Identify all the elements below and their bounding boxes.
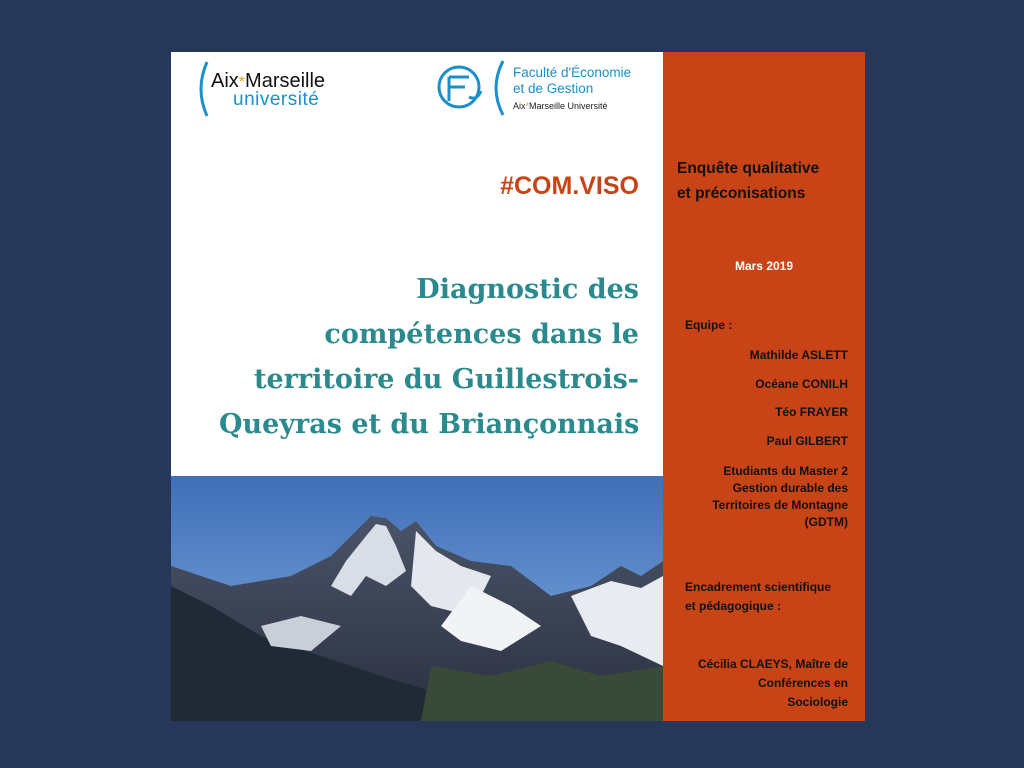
feg-sub-rest: Marseille Université [529, 101, 608, 111]
supervision-label-line: Encadrement scientifique [685, 580, 832, 594]
cover-left-panel [171, 52, 663, 721]
supervisor-line: Conférences en [757, 676, 848, 690]
supervisor-line: Cécilia CLAEYS, Maître de [697, 657, 848, 671]
feg-title-line2: et de Gestion [513, 81, 594, 96]
subtitle-line: Enquête qualitative [677, 160, 820, 177]
supervisor-line: Sociologie [787, 695, 848, 709]
aix-marseille-logo [193, 58, 363, 120]
team-label: Equipe : [685, 318, 733, 332]
report-cover [171, 52, 865, 721]
students-line: Territoires de Montagne [712, 498, 848, 512]
students-line: Gestion durable des [732, 481, 848, 495]
feg-emblem-icon [433, 57, 513, 119]
mountain-photo [171, 476, 663, 721]
logo-amu-line2: université [233, 89, 320, 110]
feg-logo [433, 57, 658, 119]
team-member: Paul GILBERT [766, 434, 848, 448]
cover-right-panel [663, 52, 865, 721]
supervisor-name [668, 655, 848, 712]
logo-amu-aix: Aix [211, 70, 239, 92]
supervision-label-line: et pédagogique : [685, 599, 781, 613]
students-line: Etudiants du Master 2 [723, 464, 848, 478]
logo-bracket-icon [193, 58, 213, 120]
students-description [668, 463, 848, 531]
title-line: territoire du Guillestrois- [253, 364, 639, 395]
project-hashtag: #COM.VISO [500, 172, 639, 200]
team-member: Océane CONILH [755, 377, 848, 391]
students-line: (GDTM) [804, 515, 848, 529]
title-line: compétences dans le [324, 319, 639, 350]
team-member: Téo FRAYER [775, 405, 848, 419]
report-date: Mars 2019 [734, 259, 794, 273]
feg-sub-aix: Aix [513, 101, 526, 111]
title-line: Queyras et du Briançonnais [219, 409, 640, 440]
subtitle-line: et préconisations [677, 185, 806, 202]
feg-star-icon: * [525, 101, 530, 111]
logo-amu-marseille: Marseille [245, 70, 326, 92]
supervision-label [685, 578, 860, 616]
feg-subtitle [513, 101, 608, 111]
report-subtitle [677, 156, 857, 206]
title-line: Diagnostic des [416, 274, 639, 305]
team-member: Mathilde ASLETT [749, 348, 848, 362]
logo-star-icon: * [238, 74, 246, 91]
report-title [219, 267, 639, 447]
feg-title-line1: Faculté d'Économie [513, 65, 632, 80]
